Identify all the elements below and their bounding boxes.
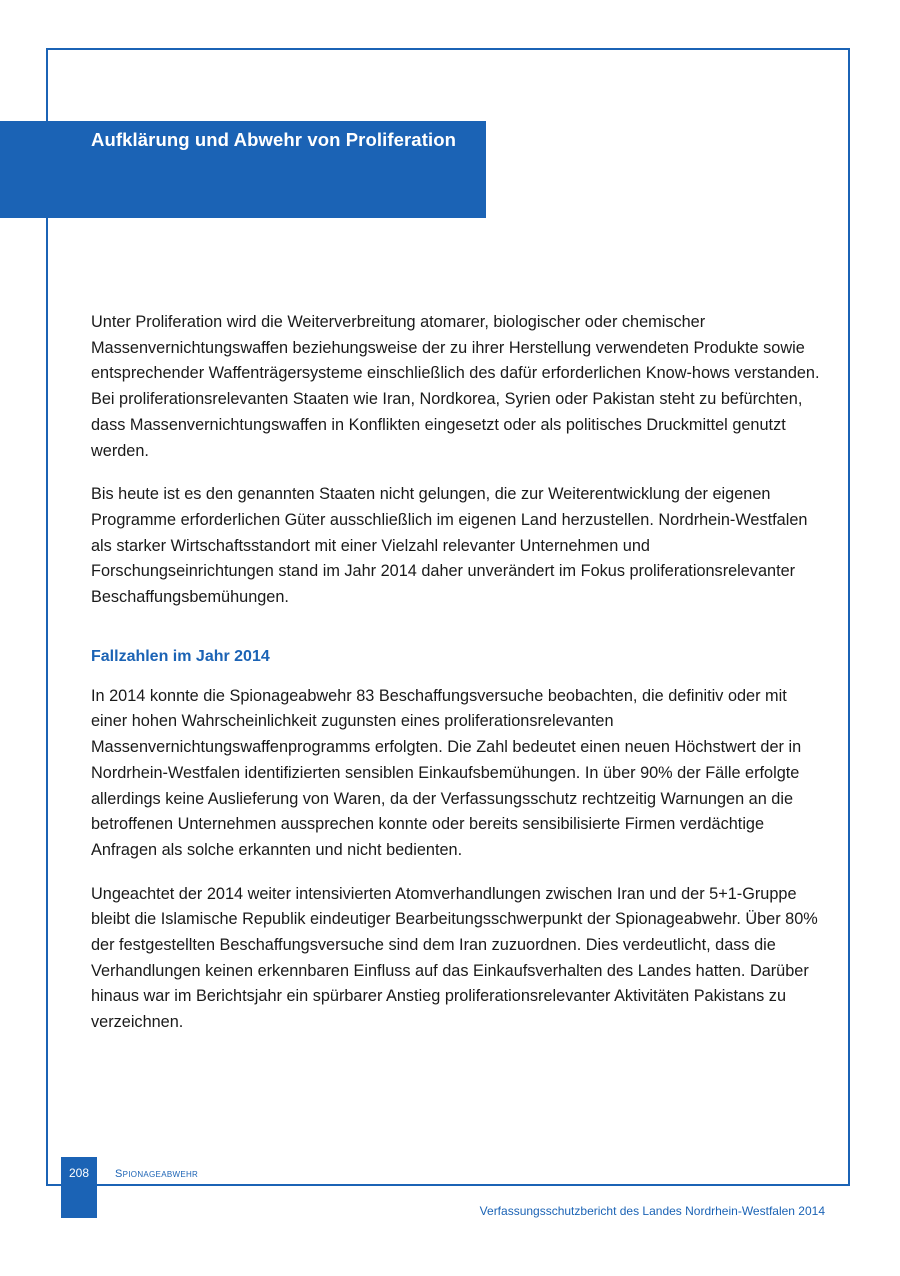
body-paragraph: Unter Proliferation wird die Weiterverbreitung atomarer, biologischer oder chemischer Massenvernichtungswaffen beziehungsweise der zu ihrer Herstellung verwendeten Produkte sowie entsprechender Waffenträgersysteme einschließlich des dafür erforderlichen Know-hows verstanden. Bei proliferationsrelevanten Staaten wie Iran, Nordkorea, Syrien oder Pakistan steht zu befürchten, dass Massenvernichtungswaffen in Konflikten eingesetzt oder als politisches Druckmittel genutzt werden. [91, 313, 820, 460]
page-title: Aufklärung und Abwehr von Proliferation [91, 129, 457, 150]
main-content [91, 310, 827, 1054]
running-section-label: Spionageabwehr [115, 1168, 199, 1180]
page-number: 208 [68, 1166, 90, 1180]
body-paragraph: In 2014 konnte die Spionageabwehr 83 Beschaffungsversuche beobachten, die definitiv oder mit einer hohen Wahrscheinlichkeit zugunsten eines proliferationsrelevanten Massenvernichtungswaffenprogramms erfolgten. Die Zahl bedeutet einen neuen Höchstwert der in Nordrhein-Westfalen identifizierten sensiblen Einkaufsbemühungen. In über 90% der Fälle erfolgte allerdings keine Auslieferung von Waren, da der Verfassungsschutz rechtzeitig Warnungen an die betroffenen Unternehmen aussprechen konnte oder bereits sensibilisierte Firmen verdächtige Anfragen als solche erkannten und nicht bedienten. [91, 686, 802, 859]
body-paragraph: Bis heute ist es den genannten Staaten nicht gelungen, die zur Weiterentwicklung der eigenen Programme erforderlichen Güter ausschließlich im eigenen Land herzustellen. Nordrhein-Westfalen als starker Wirtschaftsstandort mit einer Vielzahl relevanter Unternehmen und Forschungseinrichtungen stand im Jahr 2014 daher unverändert im Fokus proliferationsrelevanter Beschaffungsbemühungen. [91, 485, 808, 607]
publication-footer: Verfassungsschutzbericht des Landes Nordrhein-Westfalen 2014 [479, 1204, 825, 1218]
body-paragraph: Ungeachtet der 2014 weiter intensivierten Atomverhandlungen zwischen Iran und der 5+1-Gruppe bleibt die Islamische Republik eindeutiger Bearbeitungsschwerpunkt der Spionageabwehr. Über 80% der festgestellten Beschaffungsversuche sind dem Iran zuzuordnen. Dies verdeutlicht, dass die Verhandlungen keinen erkennbaren Einfluss auf das Einkaufsverhalten des Landes hatten. Darüber hinaus war im Berichtsjahr ein spürbarer Anstieg proliferationsrelevanter Aktivitäten Pakistans zu verzeichnen. [91, 884, 818, 1032]
section-subheading: Fallzahlen im Jahr 2014 [91, 647, 270, 665]
